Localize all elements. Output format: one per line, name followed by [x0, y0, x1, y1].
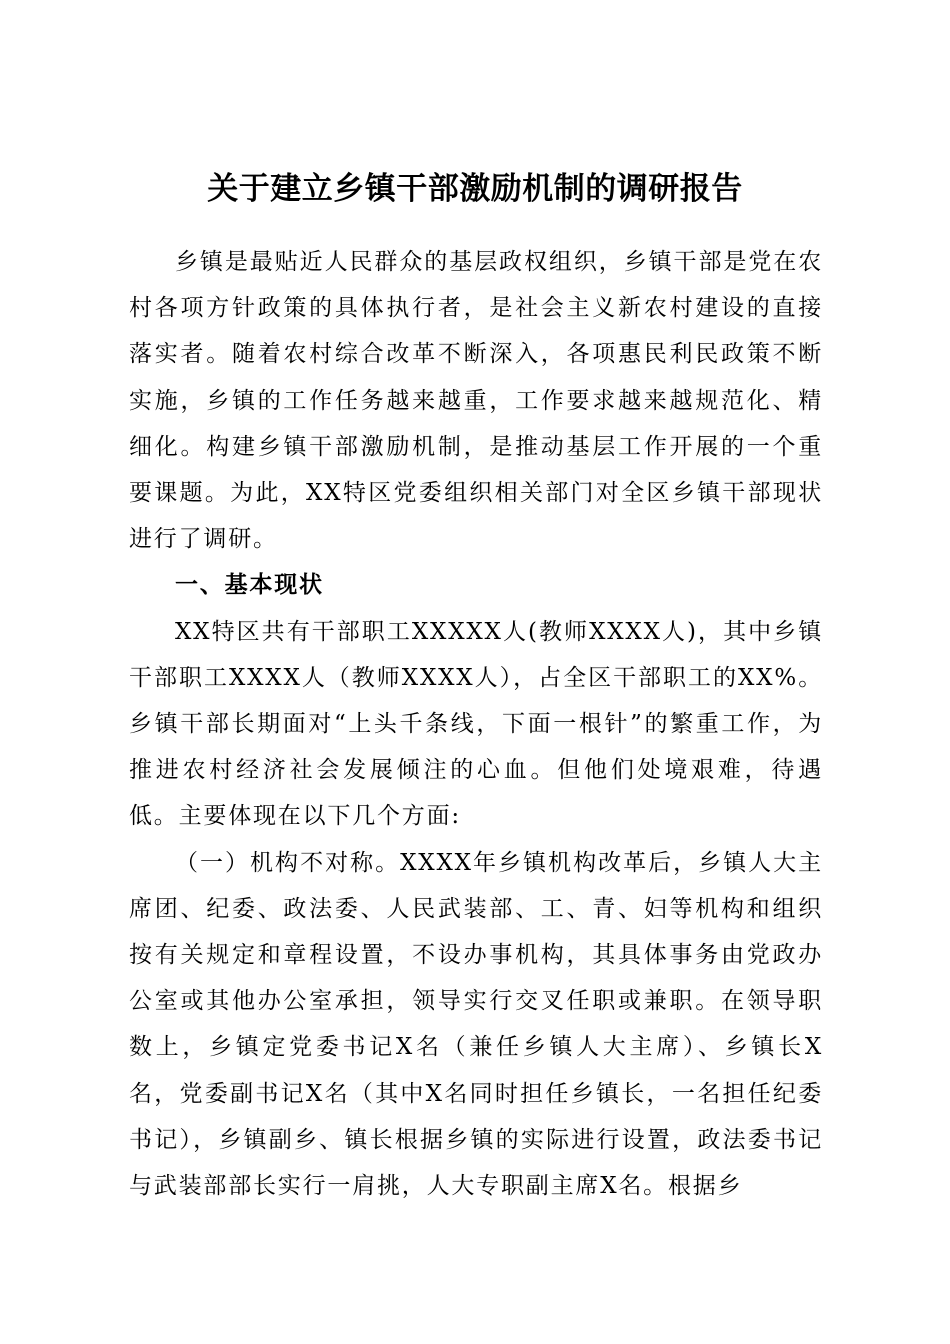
document-title: 关于建立乡镇干部激励机制的调研报告	[207, 170, 743, 207]
document-body	[129, 239, 823, 1209]
subsection-institution-paragraph: （一）机构不对称。XXXX年乡镇机构改革后，乡镇人大主席团、纪委、政法委、人民武装部、工、青、妇等机构和组织按有关规定和章程设置，不设办事机构，其具体事务由党政办公室或其他办公室承担，领导实行交叉任职或兼职。在领导职数上，乡镇定党委书记X名（兼任乡镇人大主席）、乡镇长X名，党委副书记X名（其中X名同时担任乡镇长，一名担任纪委书记），乡镇副乡、镇长根据乡镇的实际进行设置，政法委书记与武装部部长实行一肩挑，人大专职副主席X名。根据乡	[129, 849, 823, 1200]
section-heading-basic-status: 一、基本现状	[175, 572, 324, 599]
section-basic-status-paragraph: XX特区共有干部职工XXXXX人(教师XXXX人)，其中乡镇干部职工XXXX人（教师XXXX人），占全区干部职工的XX%。乡镇干部长期面对“上头千条线，下面一根针”的繁重工作，为推进农村经济社会发展倾注的心血。但他们处境艰难，待遇低。主要体现在以下几个方面:	[129, 618, 823, 830]
intro-paragraph: 乡镇是最贴近人民群众的基层政权组织，乡镇干部是党在农村各项方针政策的具体执行者，是社会主义新农村建设的直接落实者。随着农村综合改革不断深入，各项惠民利民政策不断实施，乡镇的工作任务越来越重，工作要求越来越规范化、精细化。构建乡镇干部激励机制，是推动基层工作开展的一个重要课题。为此，XX特区党委组织相关部门对全区乡镇干部现状进行了调研。	[129, 249, 823, 553]
